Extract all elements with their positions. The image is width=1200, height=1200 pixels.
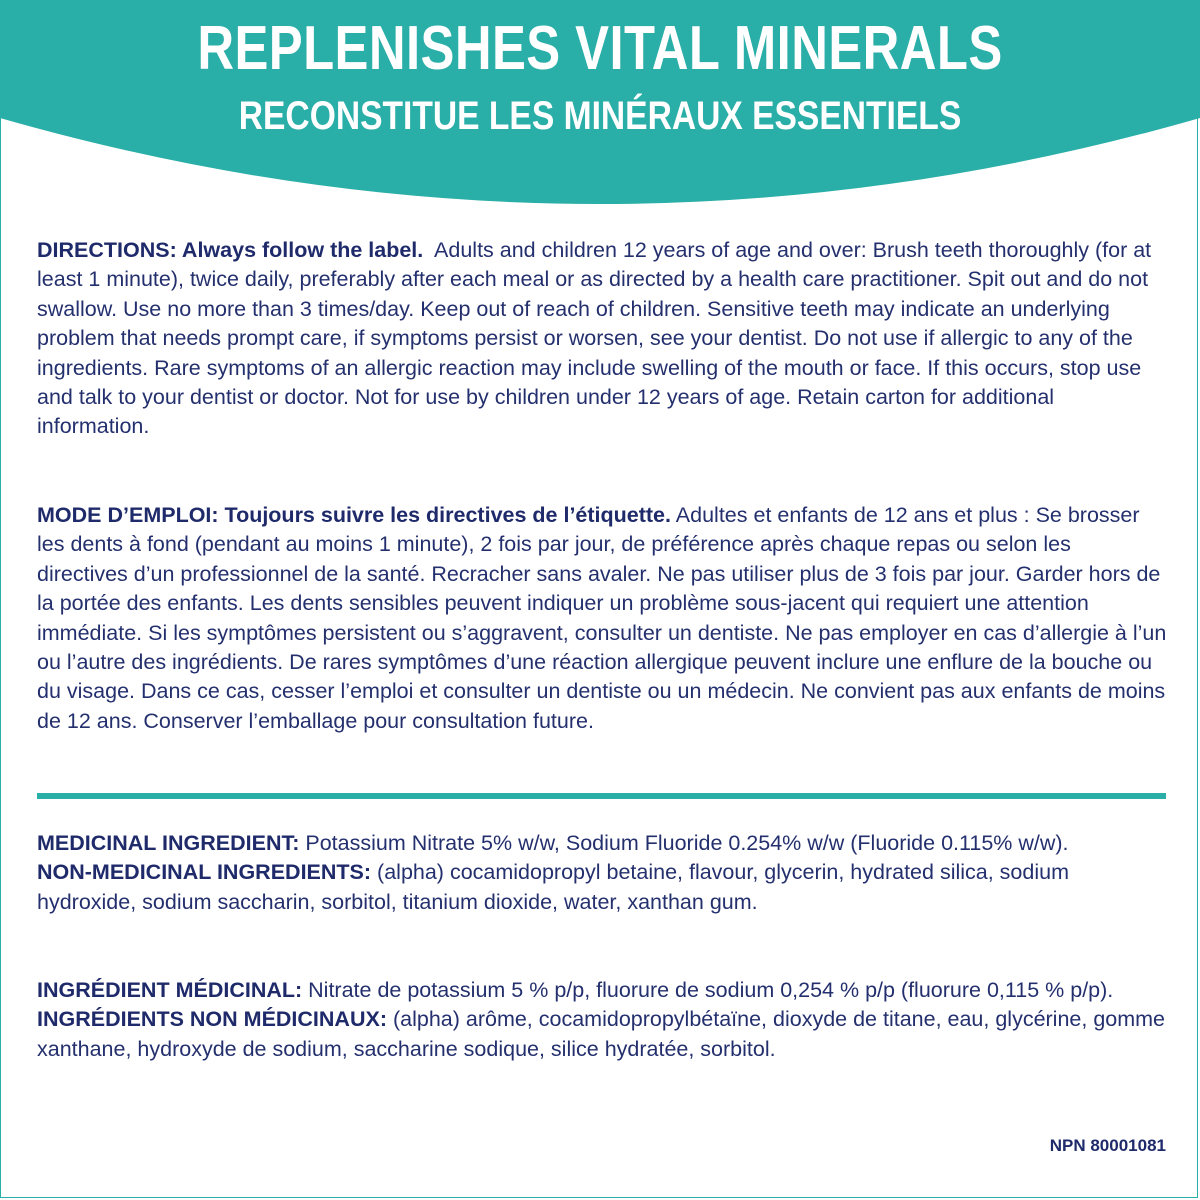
- non-medicinal-ingredients-text-fr: (alpha) arôme, cocamidopropylbétaïne, dioxyde de titane, eau, glycérine, gomme xanthane, hydroxyde de sodium, saccharine sodique, silice hydratée, sorbitol.: [37, 1007, 1166, 1061]
- directions-english-label: DIRECTIONS: Always follow the label.: [37, 238, 424, 262]
- title-english: REPLENISHES VITAL MINERALS: [197, 14, 1003, 83]
- medicinal-ingredient-text-fr: Nitrate de potassium 5 % p/p, fluorure de sodium 0,254 % p/p (fluorure 0,115 % p/p).: [308, 978, 1114, 1002]
- medicinal-ingredient-text-en: Potassium Nitrate 5% w/w, Sodium Fluoride 0.254% w/w (Fluoride 0.115% w/w).: [305, 831, 1069, 855]
- directions-french: [37, 501, 1167, 736]
- non-medicinal-ingredients-label-en: NON-MEDICINAL INGREDIENTS:: [37, 860, 372, 885]
- directions-french-label: MODE D’EMPLOI: Toujours suivre les directives de l’étiquette.: [37, 503, 671, 527]
- medicinal-ingredient-label-en: MEDICINAL INGREDIENT:: [37, 831, 300, 855]
- directions-english-text: Adults and children 12 years of age and over: Brush teeth thoroughly (for at least 1 minute), twice daily, preferably after each meal or as directed by a health care practitioner. Spit out and do not swallow. Use no more than 3 times/day. Keep out of reach of children. Sensitive teeth may indicate an underlying problem that needs prompt care, if symptoms persist or worsen, see your dentist. Do not use if allergic to any of the ingredients. Rare symptoms of an allergic reaction may include swelling of the mouth or face. If this occurs, stop use and talk to your dentist or doctor. Not for use by children under 12 years of age. Retain carton for additional information.: [37, 238, 1152, 439]
- medicinal-ingredient-label-fr: INGRÉDIENT MÉDICINAL:: [37, 978, 303, 1002]
- section-divider: [37, 793, 1166, 799]
- ingredients-english: [37, 829, 1167, 917]
- directions-english: [37, 236, 1167, 442]
- ingredients-french: [37, 976, 1167, 1064]
- non-medicinal-ingredients-label-fr: INGRÉDIENTS NON MÉDICINAUX:: [37, 1007, 387, 1032]
- npn-number: NPN 80001081: [1049, 1136, 1166, 1155]
- directions-french-text: Adultes et enfants de 12 ans et plus : Se brosser les dents à fond (pendant au moins 1 minute), 2 fois par jour, de préférence après chaque repas ou selon les directives d’un professionnel de la santé. Recracher sans avaler. Ne pas utiliser plus de 3 fois par jour. Garder hors de la portée des enfants. Les dents sensibles peuvent indiquer un problème sous-jacent qui requiert une attention immédiate. Si les symptômes persistent ou s’aggravent, consulter un dentiste. Ne pas employer en cas d’allergie à l’un ou l’autre des ingrédients. De rares symptômes d’une réaction allergique peuvent inclure une enflure de la bouche ou du visage. Dans ce cas, cesser l’emploi et consulter un dentiste ou un médecin. Ne convient pas aux enfants de moins de 12 ans. Conserver l’emballage pour consultation future.: [37, 503, 1167, 733]
- non-medicinal-ingredients-text-en: (alpha) cocamidopropyl betaine, flavour, glycerin, hydrated silica, sodium hydroxide, sodium saccharin, sorbitol, titanium dioxide, water, xanthan gum.: [37, 860, 1069, 914]
- title-french: RECONSTITUE LES MINÉRAUX ESSENTIELS: [238, 94, 962, 138]
